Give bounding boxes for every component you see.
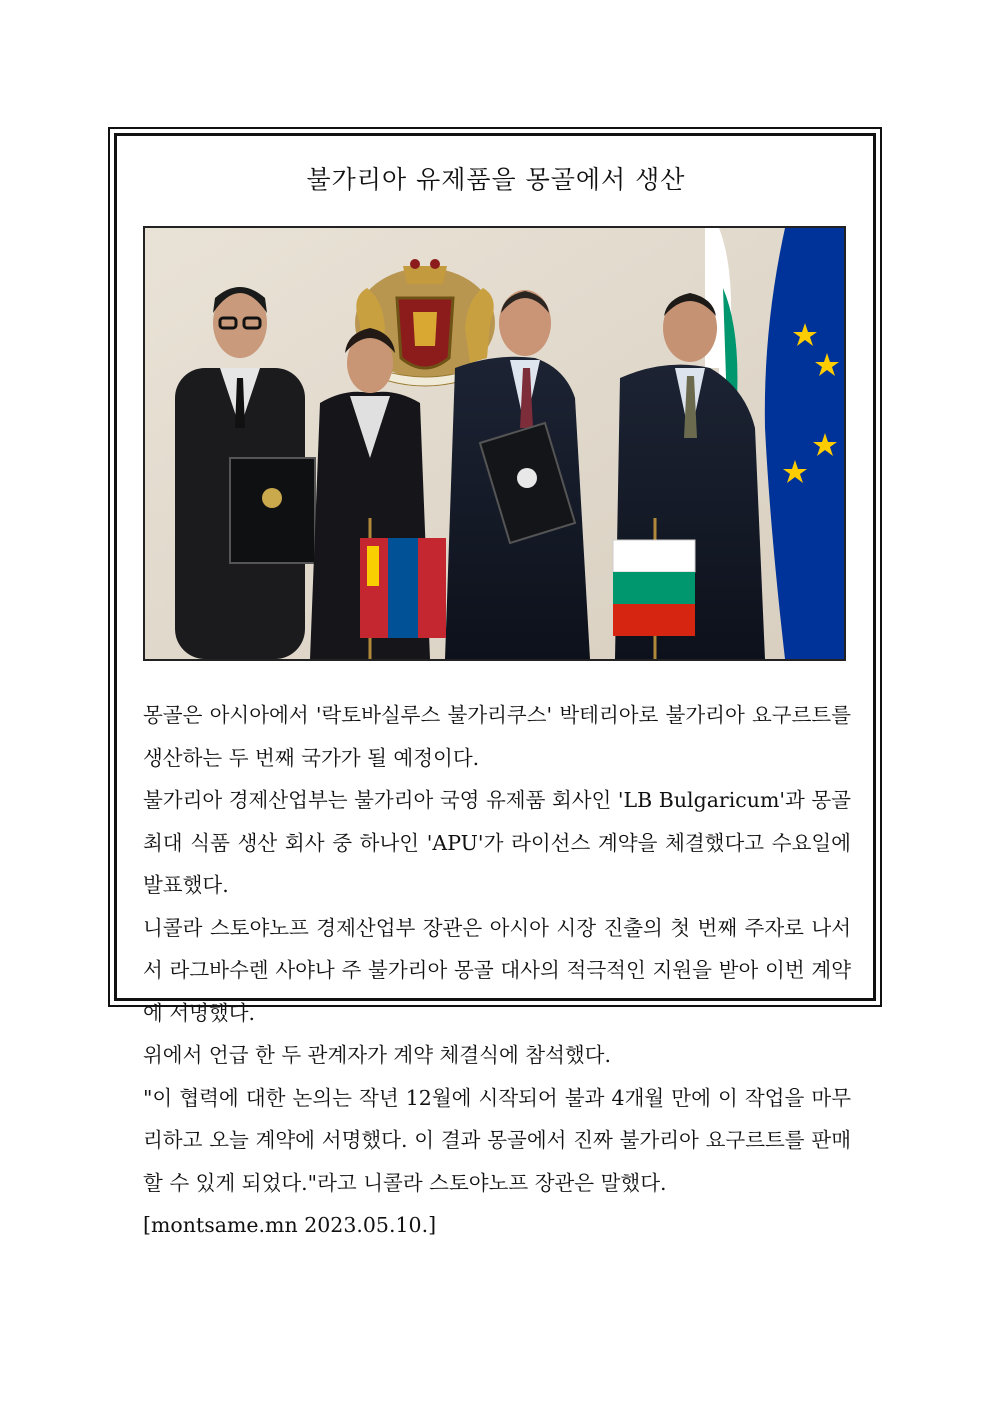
article-title: 불가리아 유제품을 몽골에서 생산 [306,165,686,194]
paragraph: 니콜라 스토야노프 경제산업부 장관은 아시아 시장 진출의 첫 번째 주자로 나서서 라그바수렌 사야나 주 불가리아 몽골 대사의 적극적인 지원을 받아 이번 계약에 서명했다. [143,915,851,1025]
paragraph: 몽골은 아시아에서 '락토바실루스 불가리쿠스' 박테리아로 불가리아 요구르트를 생산하는 두 번째 국가가 될 예정이다. [143,703,851,770]
mongolia-table-flag [360,518,446,659]
source-citation: [montsame.mn 2023.05.10.] [143,1213,437,1237]
paragraph: "이 협력에 대한 논의는 작년 12월에 시작되어 불과 4개월 만에 이 작업을 마무리하고 오늘 계약에 서명했다. 이 결과 몽골에서 진짜 불가리아 요구르트를 판매할 수 있게 되었다."라고 니콜라 스토야노프 장관은 말했다. [143,1085,851,1195]
paragraph: 위에서 언급 한 두 관계자가 계약 체결식에 참석했다. [143,1043,611,1067]
signing-ceremony-photo [143,226,846,661]
paragraph: 불가리아 경제산업부는 불가리아 국영 유제품 회사인 'LB Bulgaricum'과 몽골 최대 식품 생산 회사 중 하나인 'APU'가 라이선스 계약을 체결했다고 수요일에 발표했다. [143,788,851,897]
signed-agreement-folder-left [230,458,315,563]
article-body [143,694,851,1247]
